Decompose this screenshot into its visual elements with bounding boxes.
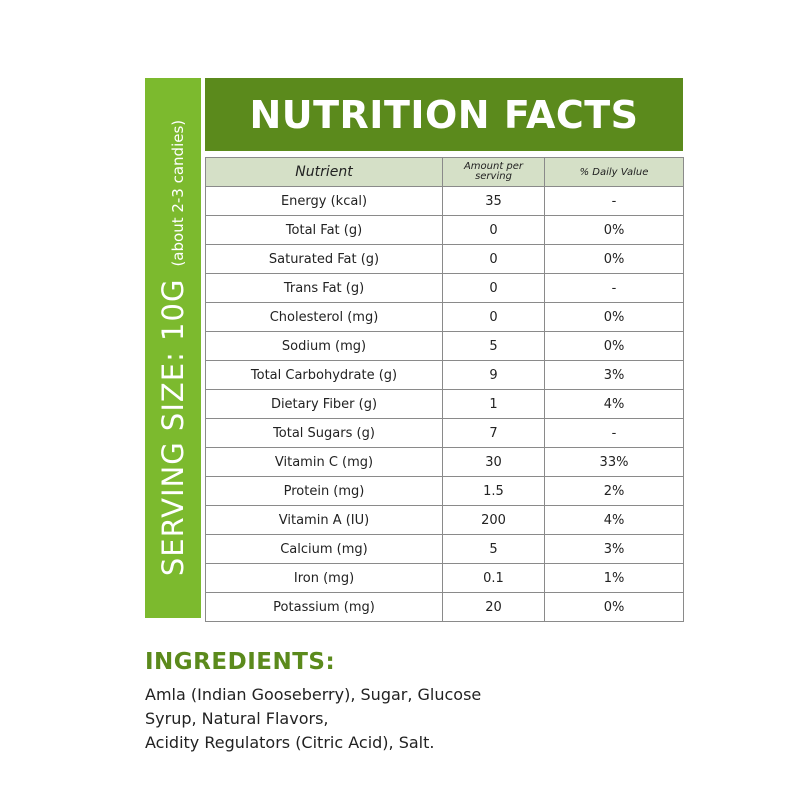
table-row bbox=[206, 564, 684, 593]
nutrient-cell: Potassium (mg) bbox=[206, 593, 443, 622]
nutrition-table bbox=[205, 157, 684, 622]
ingredients-line: Amla (Indian Gooseberry), Sugar, Glucose bbox=[145, 685, 482, 704]
nutrient-cell: Cholesterol (mg) bbox=[206, 303, 443, 332]
daily-value-cell: 0% bbox=[545, 303, 684, 332]
nutrient-cell: Total Carbohydrate (g) bbox=[206, 361, 443, 390]
amount-cell: 20 bbox=[443, 593, 545, 622]
table-row bbox=[206, 274, 684, 303]
amount-cell: 200 bbox=[443, 506, 545, 535]
nutrient-cell: Vitamin C (mg) bbox=[206, 448, 443, 477]
amount-cell: 35 bbox=[443, 187, 545, 216]
table-header-row bbox=[206, 158, 684, 187]
amount-cell: 0 bbox=[443, 245, 545, 274]
header-amount: Amount per serving bbox=[443, 158, 545, 187]
daily-value-cell: 3% bbox=[545, 535, 684, 564]
amount-cell: 0 bbox=[443, 274, 545, 303]
nutrient-cell: Saturated Fat (g) bbox=[206, 245, 443, 274]
amount-cell: 30 bbox=[443, 448, 545, 477]
table-row bbox=[206, 332, 684, 361]
daily-value-cell: 3% bbox=[545, 361, 684, 390]
nutrition-header bbox=[205, 78, 683, 151]
table-row bbox=[206, 535, 684, 564]
amount-cell: 0 bbox=[443, 303, 545, 332]
nutrient-cell: Trans Fat (g) bbox=[206, 274, 443, 303]
nutrient-cell: Sodium (mg) bbox=[206, 332, 443, 361]
amount-cell: 5 bbox=[443, 332, 545, 361]
amount-cell: 1 bbox=[443, 390, 545, 419]
table-row bbox=[206, 448, 684, 477]
table-row bbox=[206, 187, 684, 216]
ingredients-text bbox=[145, 683, 481, 755]
ingredients-line: Acidity Regulators (Citric Acid), Salt. bbox=[145, 733, 435, 752]
table-row bbox=[206, 390, 684, 419]
nutrition-title: NUTRITION FACTS bbox=[249, 92, 639, 137]
nutrient-cell: Iron (mg) bbox=[206, 564, 443, 593]
daily-value-cell: 1% bbox=[545, 564, 684, 593]
table-row bbox=[206, 419, 684, 448]
nutrient-cell: Total Sugars (g) bbox=[206, 419, 443, 448]
nutrient-cell: Calcium (mg) bbox=[206, 535, 443, 564]
daily-value-cell: - bbox=[545, 187, 684, 216]
table-row bbox=[206, 593, 684, 622]
amount-cell: 7 bbox=[443, 419, 545, 448]
daily-value-cell: 4% bbox=[545, 506, 684, 535]
nutrient-cell: Total Fat (g) bbox=[206, 216, 443, 245]
amount-cell: 9 bbox=[443, 361, 545, 390]
nutrient-cell: Energy (kcal) bbox=[206, 187, 443, 216]
table-row bbox=[206, 477, 684, 506]
table-row bbox=[206, 216, 684, 245]
table-row bbox=[206, 245, 684, 274]
header-daily-value: % Daily Value bbox=[545, 158, 684, 187]
header-nutrient: Nutrient bbox=[206, 158, 443, 187]
nutrient-cell: Protein (mg) bbox=[206, 477, 443, 506]
daily-value-cell: 33% bbox=[545, 448, 684, 477]
amount-cell: 0 bbox=[443, 216, 545, 245]
daily-value-cell: 4% bbox=[545, 390, 684, 419]
amount-cell: 1.5 bbox=[443, 477, 545, 506]
table-row bbox=[206, 506, 684, 535]
daily-value-cell: - bbox=[545, 274, 684, 303]
ingredients-title: INGREDIENTS: bbox=[145, 649, 336, 675]
nutrient-cell: Vitamin A (IU) bbox=[206, 506, 443, 535]
serving-size-sub: (about 2-3 candies) bbox=[169, 119, 187, 267]
daily-value-cell: 0% bbox=[545, 216, 684, 245]
daily-value-cell: 0% bbox=[545, 245, 684, 274]
serving-size-band bbox=[145, 78, 201, 618]
serving-size-main: SERVING SIZE: 10G bbox=[156, 278, 190, 577]
daily-value-cell: - bbox=[545, 419, 684, 448]
table-row bbox=[206, 303, 684, 332]
daily-value-cell: 0% bbox=[545, 593, 684, 622]
ingredients-line: Syrup, Natural Flavors, bbox=[145, 709, 329, 728]
amount-cell: 0.1 bbox=[443, 564, 545, 593]
daily-value-cell: 2% bbox=[545, 477, 684, 506]
table-row bbox=[206, 361, 684, 390]
nutrient-cell: Dietary Fiber (g) bbox=[206, 390, 443, 419]
daily-value-cell: 0% bbox=[545, 332, 684, 361]
serving-size-label bbox=[156, 120, 190, 576]
amount-cell: 5 bbox=[443, 535, 545, 564]
